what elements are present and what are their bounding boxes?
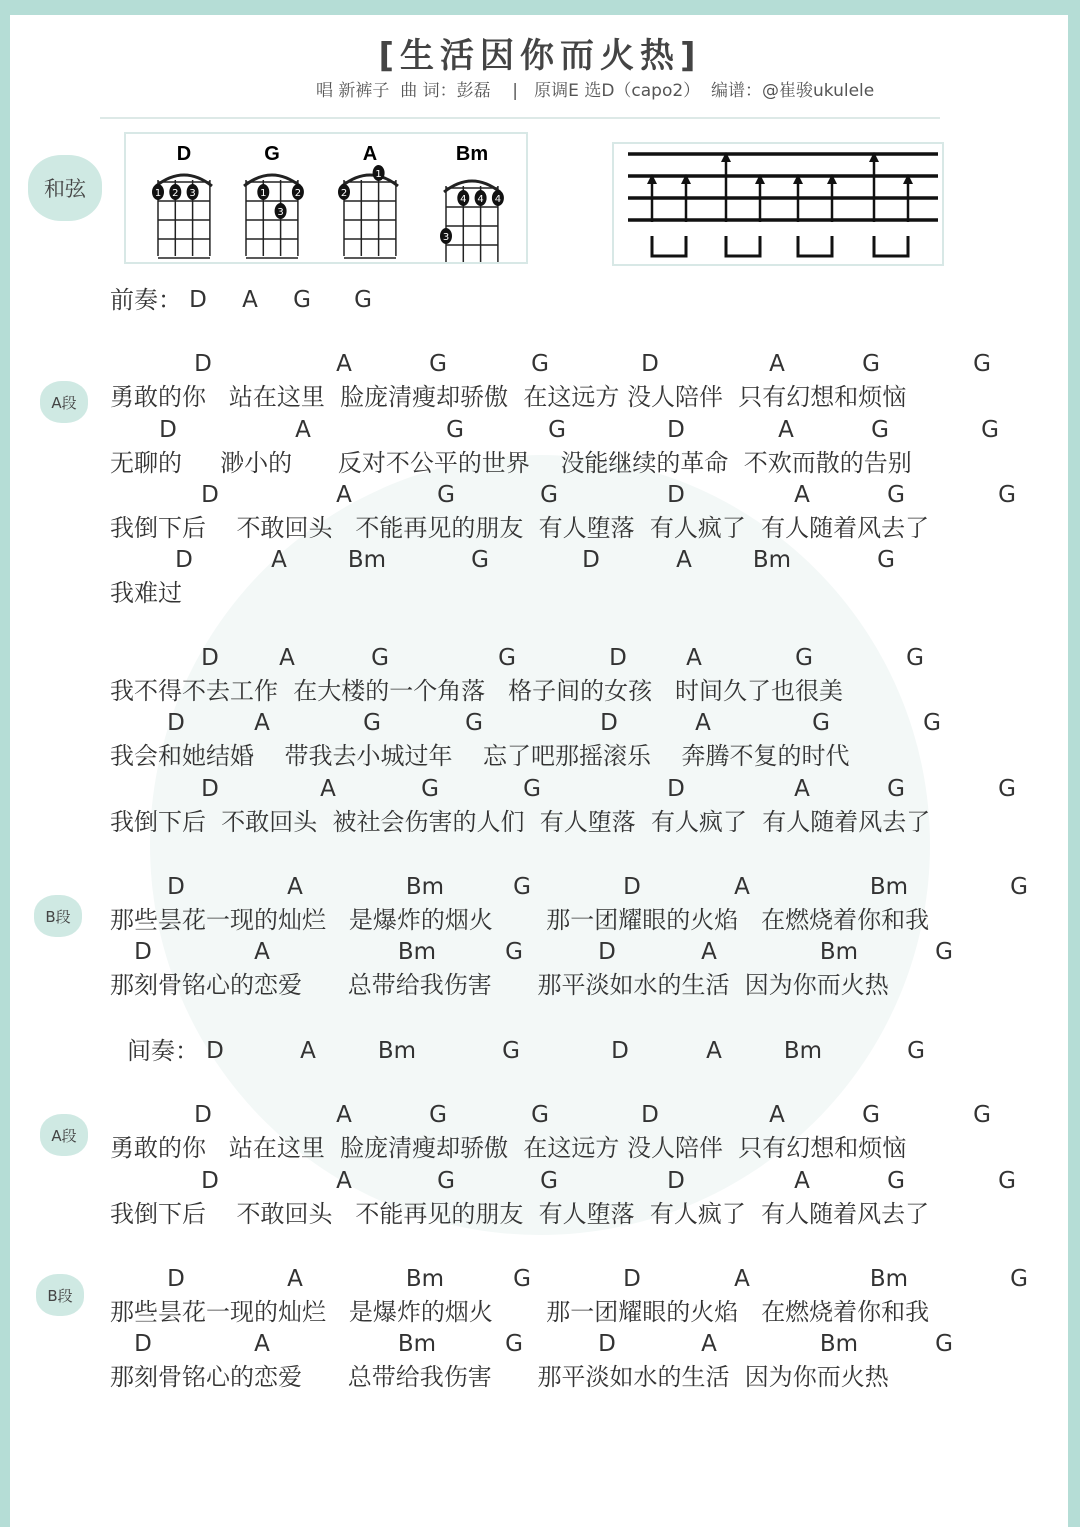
lyric-line: 那刻骨铭心的恋爱 总带给我伤害 那平淡如水的生活 因为你而火热 (110, 1363, 889, 1391)
chord: D (201, 776, 219, 802)
chord: D (667, 482, 685, 508)
chord: D (167, 874, 185, 900)
chord: G (505, 1331, 523, 1357)
svg-text:2: 2 (172, 188, 179, 199)
chord: A (254, 939, 270, 965)
chord: A (686, 645, 702, 671)
chord: G (998, 482, 1016, 508)
chord: Bm (752, 547, 792, 573)
chord: D (134, 1331, 152, 1357)
chord: A (336, 482, 352, 508)
chord: G (973, 351, 991, 377)
chord: G (887, 1168, 905, 1194)
chord: A (769, 351, 785, 377)
chord: A (254, 1331, 270, 1357)
chord: G (923, 710, 941, 736)
chord: A (734, 1266, 750, 1292)
svg-text:4: 4 (460, 194, 467, 205)
svg-text:3: 3 (189, 188, 196, 199)
chord: G (354, 287, 372, 313)
chord: G (871, 417, 889, 443)
chord: G (531, 351, 549, 377)
beat-bracket (798, 236, 832, 256)
chord: Bm (397, 939, 437, 965)
chord: A (254, 710, 270, 736)
chord-diagram-d (152, 143, 212, 258)
chord: Bm (819, 1331, 859, 1357)
chord: A (794, 1168, 810, 1194)
chord: G (513, 1266, 531, 1292)
chord: G (437, 1168, 455, 1194)
chord: D (134, 939, 152, 965)
svg-text:4: 4 (477, 194, 484, 205)
strum-pattern-icon (614, 144, 942, 264)
svg-text:2: 2 (340, 188, 348, 199)
lyric-line: 勇敢的你 站在这里 脸庞清瘦却骄傲 在这远方 没人陪伴 只有幻想和烦恼 (110, 383, 907, 411)
svg-text:2: 2 (294, 188, 302, 199)
section-label: A段 (40, 1114, 88, 1156)
chord: G (998, 1168, 1016, 1194)
chord: D (598, 1331, 616, 1357)
chord: A (271, 547, 287, 573)
chord: D (623, 874, 641, 900)
lyric-line: 我倒下后 不敢回头 不能再见的朋友 有人堕落 有人疯了 有人随着风去了 (110, 514, 930, 542)
svg-text:1: 1 (260, 188, 267, 199)
chord: G (935, 939, 953, 965)
section-label: A段 (40, 381, 88, 423)
chord: A (287, 874, 303, 900)
svg-text:3: 3 (277, 207, 284, 218)
chord: G (862, 351, 880, 377)
chord: D (582, 547, 600, 573)
chord: G (540, 482, 558, 508)
interlude-label: 间奏： (127, 1037, 199, 1065)
beat-bracket (874, 236, 908, 256)
chord: A (287, 1266, 303, 1292)
chord: D (201, 482, 219, 508)
chord: G (812, 710, 830, 736)
song-meta: 唱 新裤子 曲 词：彭磊 | 原调E 选D（capo2） 编谱：@崔骏ukulele (316, 81, 875, 101)
intro-label: 前奏： (110, 286, 182, 314)
chord: A (706, 1038, 722, 1064)
chord: D (194, 1102, 212, 1128)
lyric-line: 那刻骨铭心的恋爱 总带给我伤害 那平淡如水的生活 因为你而火热 (110, 971, 889, 999)
chord: A (242, 287, 258, 313)
chord: G (862, 1102, 880, 1128)
chord: G (437, 482, 455, 508)
chord: Bm (869, 874, 909, 900)
chord-name: D (176, 143, 192, 165)
chord: D (167, 710, 185, 736)
chord-name: G (264, 143, 280, 165)
chord: A (794, 776, 810, 802)
chord: A (300, 1038, 316, 1064)
chord: A (701, 1331, 717, 1357)
chord: G (363, 710, 381, 736)
chord: A (279, 645, 295, 671)
chord-diagrams (126, 134, 526, 262)
chord: G (446, 417, 464, 443)
chord: A (676, 547, 692, 573)
chord: G (502, 1038, 520, 1064)
chord: G (887, 776, 905, 802)
chord: D (194, 351, 212, 377)
chord: A (295, 417, 311, 443)
chord: A (320, 776, 336, 802)
chord: D (206, 1038, 224, 1064)
chord-name: A (362, 143, 378, 165)
chord: G (877, 547, 895, 573)
chord-diagrams-box (124, 132, 528, 264)
chord: G (1010, 874, 1028, 900)
chord: A (695, 710, 711, 736)
chord: D (667, 417, 685, 443)
chord: D (189, 287, 207, 313)
chord: G (429, 1102, 447, 1128)
chord: A (336, 1168, 352, 1194)
chord: D (641, 1102, 659, 1128)
chord: G (513, 874, 531, 900)
divider (100, 117, 940, 119)
chord: G (981, 417, 999, 443)
chord: G (887, 482, 905, 508)
lyric-line: 我不得不去工作 在大楼的一个角落 格子间的女孩 时间久了也很美 (110, 677, 844, 705)
chord: D (667, 1168, 685, 1194)
chord: Bm (405, 874, 445, 900)
chord-diagram-a (338, 143, 398, 258)
chords-section-label: 和弦 (28, 155, 102, 221)
chord: A (794, 482, 810, 508)
chord: A (336, 351, 352, 377)
chord: Bm (397, 1331, 437, 1357)
chord: G (795, 645, 813, 671)
chord: G (371, 645, 389, 671)
chord: G (471, 547, 489, 573)
chord: D (623, 1266, 641, 1292)
svg-text:1: 1 (375, 169, 382, 180)
song-title: [生活因你而火热] (378, 36, 702, 76)
chord: A (701, 939, 717, 965)
strum-pattern-box (612, 142, 944, 266)
chord: G (531, 1102, 549, 1128)
lyric-line: 那些昙花一现的灿烂 是爆炸的烟火 那一团耀眼的火焰 在燃烧着你和我 (110, 1298, 930, 1326)
chord: D (159, 417, 177, 443)
chord: Bm (819, 939, 859, 965)
chord: G (540, 1168, 558, 1194)
chord: D (598, 939, 616, 965)
chord: G (498, 645, 516, 671)
chord: D (167, 1266, 185, 1292)
svg-text:4: 4 (494, 194, 502, 205)
chord: G (421, 776, 439, 802)
section-label: B段 (34, 895, 82, 937)
chord: A (734, 874, 750, 900)
chord: D (201, 1168, 219, 1194)
chord: A (336, 1102, 352, 1128)
chord: Bm (869, 1266, 909, 1292)
chord: Bm (405, 1266, 445, 1292)
chord-name: Bm (455, 143, 489, 165)
chord: D (175, 547, 193, 573)
lyric-line: 我会和她结婚 带我去小城过年 忘了吧那摇滚乐 奔腾不复的时代 (110, 742, 850, 770)
chord: Bm (377, 1038, 417, 1064)
chord: D (611, 1038, 629, 1064)
chord: D (667, 776, 685, 802)
beat-bracket (652, 236, 686, 256)
chord: G (906, 645, 924, 671)
chord: G (505, 939, 523, 965)
section-label: B段 (36, 1274, 84, 1316)
chord: G (935, 1331, 953, 1357)
lyric-line: 那些昙花一现的灿烂 是爆炸的烟火 那一团耀眼的火焰 在燃烧着你和我 (110, 906, 930, 934)
chord: A (778, 417, 794, 443)
chord: G (523, 776, 541, 802)
chord: D (600, 710, 618, 736)
chord: G (1010, 1266, 1028, 1292)
lyric-line: 我难过 (110, 579, 182, 607)
svg-text:1: 1 (154, 188, 162, 199)
svg-text:3: 3 (442, 232, 450, 243)
chord: G (429, 351, 447, 377)
chord: G (548, 417, 566, 443)
chord: G (293, 287, 311, 313)
chord-diagram-g (244, 143, 304, 258)
chord: D (609, 645, 627, 671)
lyric-line: 我倒下后 不敢回头 不能再见的朋友 有人堕落 有人疯了 有人随着风去了 (110, 1200, 930, 1228)
chord: Bm (347, 547, 387, 573)
lyric-line: 无聊的 渺小的 反对不公平的世界 没能继续的革命 不欢而散的告别 (110, 449, 912, 477)
chord: G (998, 776, 1016, 802)
lyric-line: 我倒下后 不敢回头 被社会伤害的人们 有人堕落 有人疯了 有人随着风去了 (110, 808, 931, 836)
chord: Bm (783, 1038, 823, 1064)
chord: A (769, 1102, 785, 1128)
lyric-line: 勇敢的你 站在这里 脸庞清瘦却骄傲 在这远方 没人陪伴 只有幻想和烦恼 (110, 1134, 907, 1162)
chord-diagram-bm (440, 143, 504, 262)
beat-bracket (726, 236, 760, 256)
chord: G (973, 1102, 991, 1128)
chord: G (465, 710, 483, 736)
chord: D (201, 645, 219, 671)
chord: G (907, 1038, 925, 1064)
chord: D (641, 351, 659, 377)
